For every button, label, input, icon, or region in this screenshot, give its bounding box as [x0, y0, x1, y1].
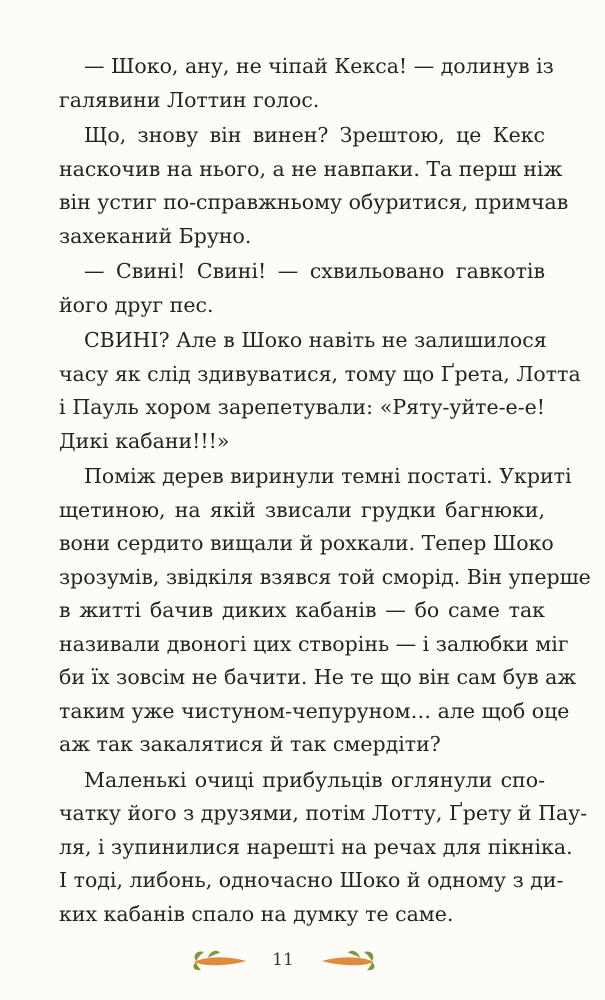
- page-body-text: [59, 50, 591, 931]
- text-line: ких кабанів спало на думку те саме.: [59, 901, 454, 926]
- text-line: аж так закалятися й так смердіти?: [59, 732, 441, 756]
- text-line: ля, і зупинилися нарешті на речах для пікніка.: [59, 834, 573, 859]
- carrot-ornament-icon: [316, 946, 380, 974]
- text-line: — Шоко, ану, не чіпай Кекса! — долинув із: [84, 54, 554, 78]
- text-line: би їх зовсім не бачити. Не те що він сам був аж: [59, 665, 577, 689]
- text-line: І тоді, либонь, одночасно Шоко й одному з ди-: [59, 868, 564, 892]
- text-line: в житті бачив диких кабанів — бо саме так: [59, 598, 545, 622]
- text-line: і Пауль хором зарепетували: «Ряту-уйте-е-е!: [59, 395, 545, 419]
- text-line: він устиг по-справжньому обуритися, примчав: [59, 190, 569, 214]
- text-line: Поміж дерев виринули темні постаті. Укриті: [84, 464, 572, 488]
- text-line: Дикі кабани!!!»: [59, 428, 230, 453]
- text-line: галявини Лоттин голос.: [59, 87, 320, 112]
- carrot-ornament-icon: [188, 946, 252, 974]
- text-line: називали двоногі цих створінь — і залюбки міг: [59, 631, 569, 656]
- text-line: — Свині! Свині! — схвильовано гавкотів: [84, 259, 545, 283]
- text-line: наскочив на нього, а не навпаки. Та перш ніж: [59, 156, 563, 181]
- text-line: Маленькі очиці прибульців оглянули спо-: [84, 767, 545, 792]
- text-line: захеканий Бруно.: [59, 223, 252, 248]
- text-line: щетиною, на якій звисали грудки багнюки,: [59, 497, 545, 522]
- text-line: Що, знову він винен? Зрештою, це Кекс: [84, 123, 545, 147]
- text-line: таким уже чистуном-чепуруном… але щоб оце: [59, 698, 570, 723]
- text-line: зрозумів, звідкіля взявся той сморід. Він уперше: [59, 564, 591, 589]
- text-line: СВИНІ? Але в Шоко навіть не залишилося: [84, 328, 547, 352]
- page-number: 11: [272, 950, 294, 970]
- text-line: чатку його з друзями, потім Лотту, Ґрету й Пау-: [59, 801, 588, 825]
- text-line: часу як слід здивуватися, тому що Ґрета, Лотта: [59, 361, 581, 386]
- text-line: його друг пес.: [59, 292, 214, 317]
- page-footer: [0, 940, 605, 980]
- text-line: вони сердито вищали й рохкали. Тепер Шоко: [59, 531, 554, 555]
